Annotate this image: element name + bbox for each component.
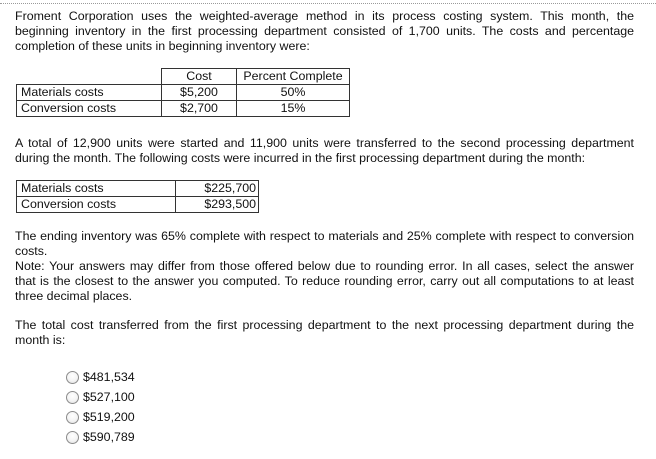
- option-label[interactable]: $519,200: [83, 409, 135, 424]
- radio-button[interactable]: [66, 431, 79, 444]
- table-row: [17, 101, 350, 117]
- option-label[interactable]: $527,100: [83, 389, 135, 404]
- table-header-row: [17, 69, 350, 85]
- radio-button[interactable]: [66, 411, 79, 424]
- row-label: Conversion costs: [17, 101, 162, 117]
- row-percent: 50%: [237, 85, 350, 101]
- row-cost: $5,200: [162, 85, 237, 101]
- table-row: [17, 85, 350, 101]
- answer-option[interactable]: [66, 367, 135, 387]
- middle-paragraph: A total of 12,900 units were started and 11,900 units were transferred to the second processing department during the month. The following costs were incurred in the first processing department during the month:: [15, 136, 634, 165]
- monthly-costs-table: [16, 180, 259, 213]
- question-paragraph: The total cost transferred from the first processing department to the next processing department during the month is:: [15, 318, 634, 347]
- row-percent: 15%: [237, 101, 350, 117]
- top-dotted-divider: [0, 3, 656, 4]
- answer-option[interactable]: [66, 387, 135, 407]
- header-percent-complete: Percent Complete: [237, 69, 350, 85]
- row-cost: $293,500: [176, 197, 259, 213]
- row-cost: $2,700: [162, 101, 237, 117]
- row-label: Materials costs: [17, 181, 176, 197]
- answer-options: [66, 367, 135, 447]
- radio-button[interactable]: [66, 371, 79, 384]
- row-label: Materials costs: [17, 85, 162, 101]
- option-label[interactable]: $590,789: [83, 429, 135, 444]
- option-label[interactable]: $481,534: [83, 369, 135, 384]
- radio-button[interactable]: [66, 391, 79, 404]
- header-cost: Cost: [162, 69, 237, 85]
- row-cost: $225,700: [176, 181, 259, 197]
- header-blank-cell: [17, 69, 162, 85]
- intro-paragraph: Froment Corporation uses the weighted-average method in its process costing system. This month, the beginning inventory in the first processing department consisted of 1,700 units. The costs and percentage completion of these units in beginning inventory were:: [15, 9, 634, 53]
- ending-inventory-paragraph: The ending inventory was 65% complete with respect to materials and 25% complete with respect to conversion costs.: [15, 229, 634, 258]
- row-label: Conversion costs: [17, 197, 176, 213]
- table-row: [17, 197, 259, 213]
- answer-option[interactable]: [66, 427, 135, 447]
- beginning-inventory-table: [16, 68, 350, 117]
- answer-option[interactable]: [66, 407, 135, 427]
- table-row: [17, 181, 259, 197]
- note-paragraph: Note: Your answers may differ from those offered below due to rounding error. In all cases, select the answer that is the closest to the answer you computed. To reduce rounding error, carry out all computations to at least three decimal places.: [15, 259, 634, 303]
